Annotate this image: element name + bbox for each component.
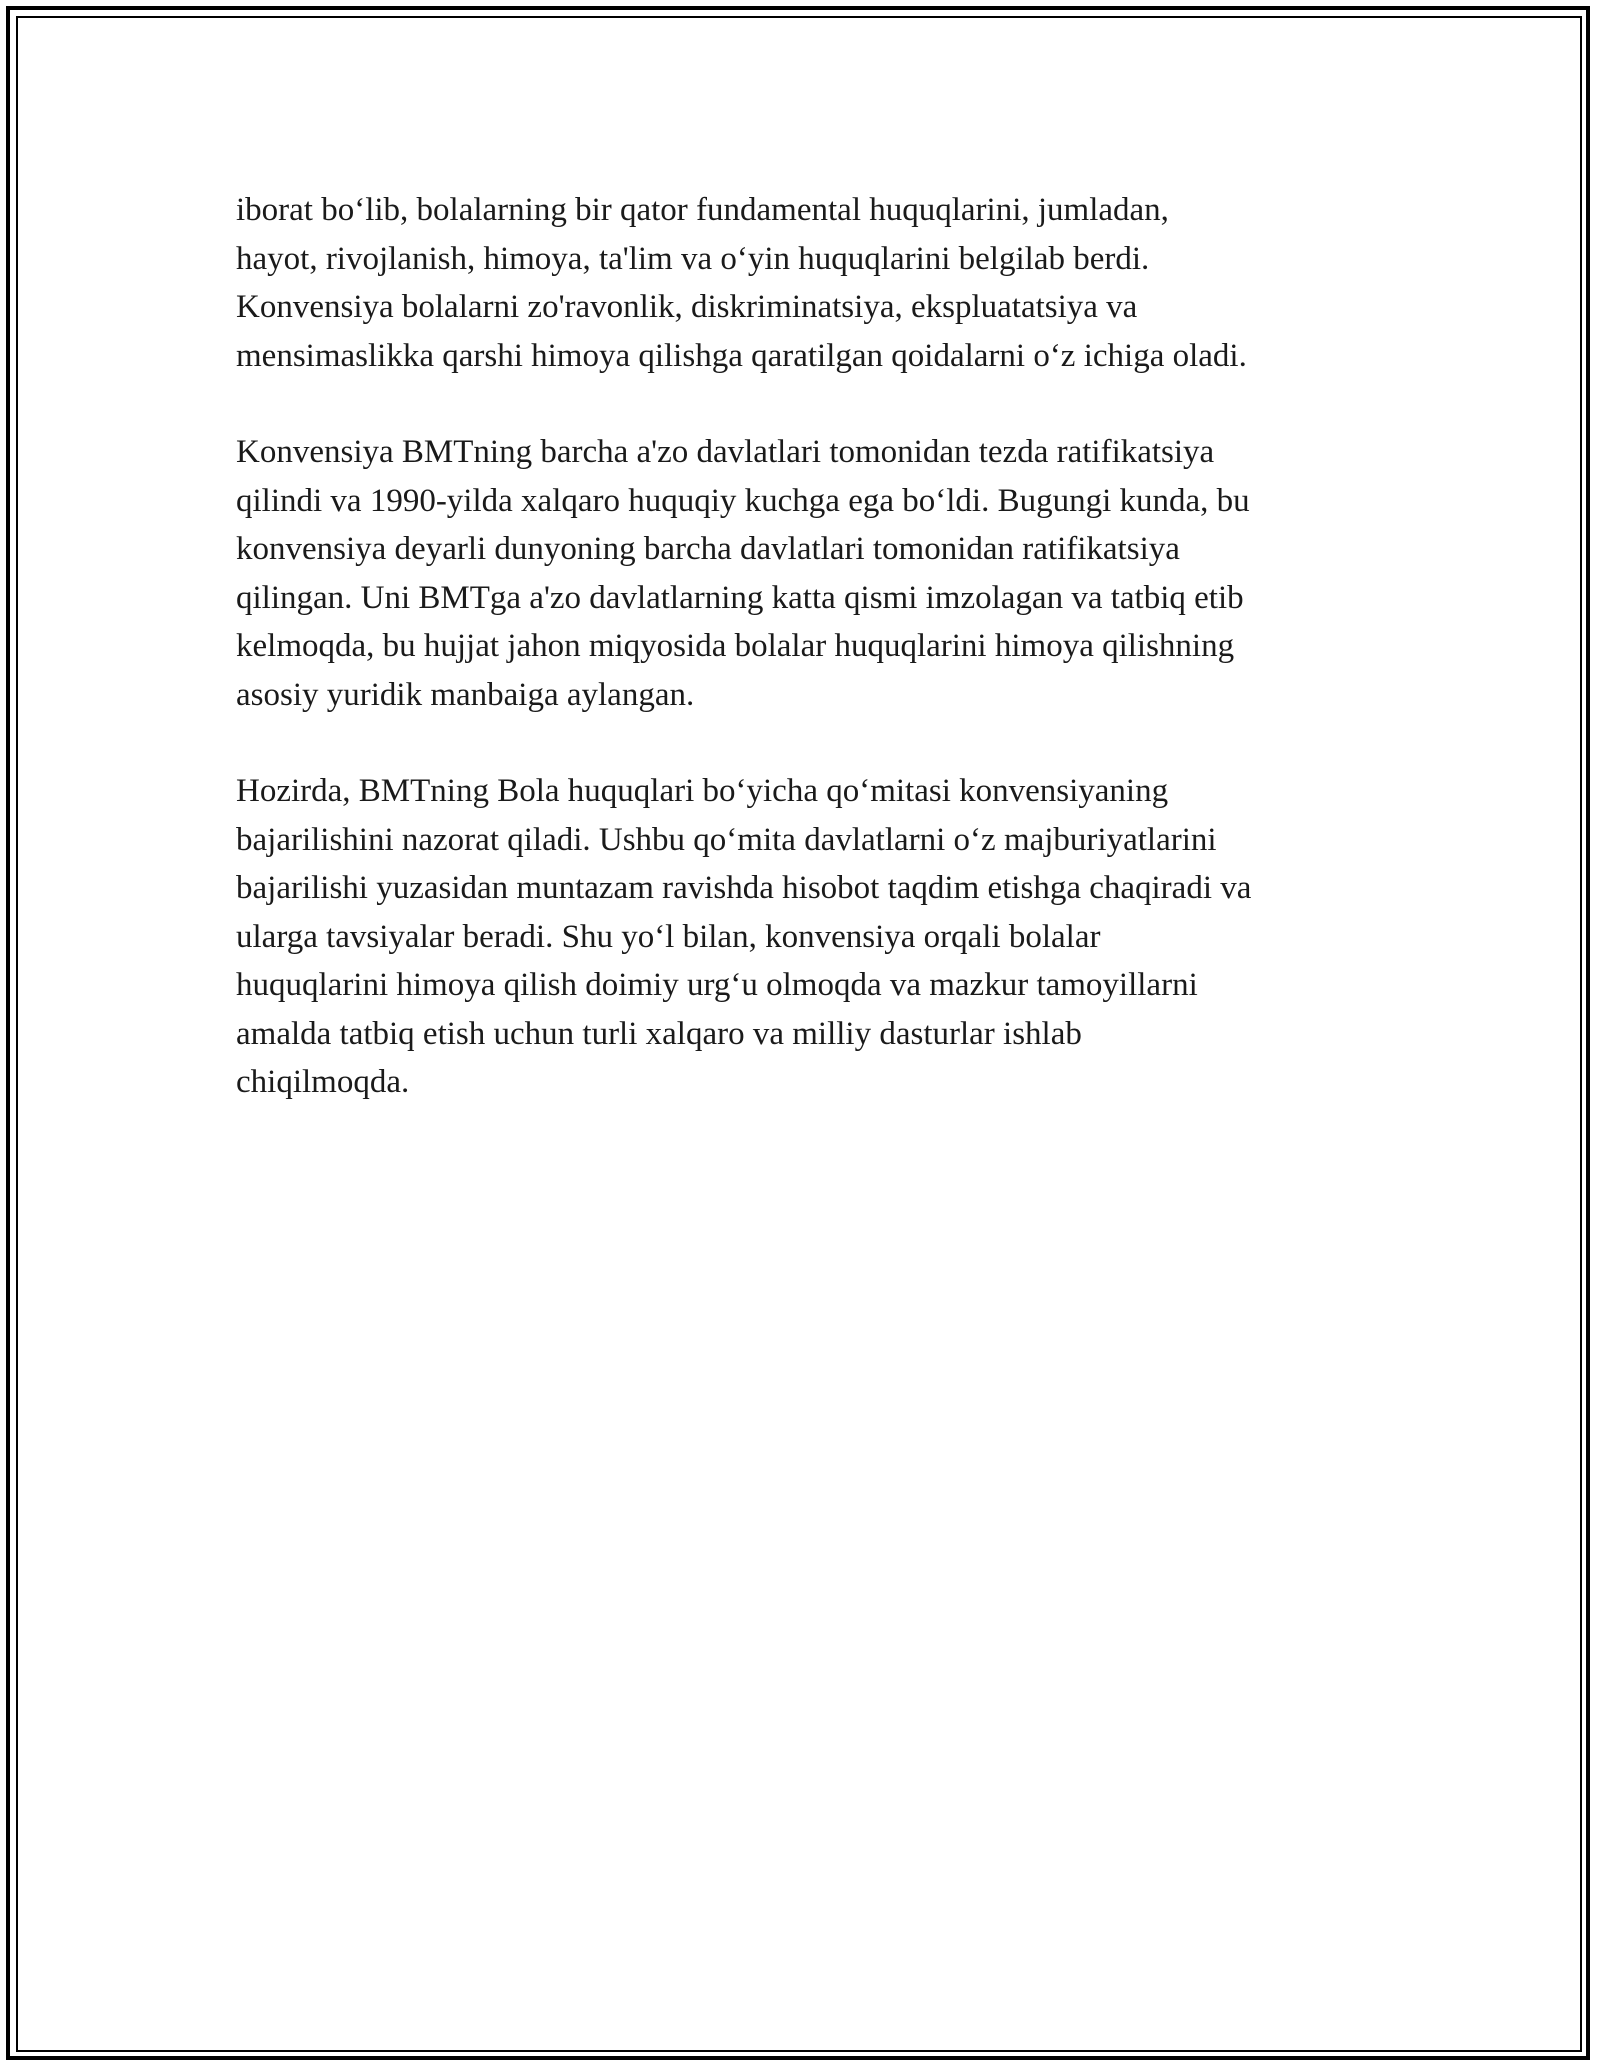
text-line: Hozirda, BMTning Bola huquqlari bo‘yicha qo‘mitasi konvensiyaning xyxy=(236,773,1169,809)
paragraph-1 xyxy=(236,186,1406,380)
text-line: kelmoqda, bu hujjat jahon miqyosida bolalar huquqlarini himoya qilishning xyxy=(236,628,1235,664)
paragraph-3 xyxy=(236,767,1406,1107)
text-line: bajarilishini nazorat qiladi. Ushbu qo‘mita davlatlarni o‘z majburiyatlarini xyxy=(236,821,1217,858)
paragraph-2 xyxy=(236,428,1406,719)
text-line: ularga tavsiyalar beradi. Shu yo‘l bilan, konvensiya orqali bolalar xyxy=(236,918,1101,955)
text-line: asosiy yuridik manbaiga aylangan. xyxy=(236,676,695,713)
text-line: Konvensiya bolalarni zo'ravonlik, diskriminatsiya, ekspluatatsiya va xyxy=(236,289,1138,325)
text-line: hayot, rivojlanish, himoya, ta'lim va o‘yin huquqlarini belgilab berdi. xyxy=(236,240,1150,277)
text-line: amalda tatbiq etish uchun turli xalqaro va milliy dasturlar ishlab xyxy=(236,1015,1082,1052)
text-line: bajarilishi yuzasidan muntazam ravishda hisobot taqdim etishga chaqiradi va xyxy=(236,870,1252,906)
text-line: mensimaslikka qarshi himoya qilishga qaratilgan qoidalarni o‘z ichiga oladi. xyxy=(236,337,1247,374)
text-line: huquqlarini himoya qilish doimiy urg‘u olmoqda va mazkur tamoyillarni xyxy=(236,967,1198,1003)
text-line: qilingan. Uni BMTga a'zo davlatlarning katta qismi imzolagan va tatbiq etib xyxy=(236,579,1244,616)
text-line: Konvensiya BMTning barcha a'zo davlatlari tomonidan tezda ratifikatsiya xyxy=(236,434,1215,470)
text-line: qilindi va 1990-yilda xalqaro huquqiy kuchga ega bo‘ldi. Bugungi kunda, bu xyxy=(236,482,1250,519)
text-line: chiqilmoqda. xyxy=(236,1064,410,1100)
text-line: iborat bo‘lib, bolalarning bir qator fundamental huquqlarini, jumladan, xyxy=(236,192,1169,228)
document-body xyxy=(236,186,1406,1155)
text-line: konvensiya deyarli dunyoning barcha davlatlari tomonidan ratifikatsiya xyxy=(236,531,1180,567)
